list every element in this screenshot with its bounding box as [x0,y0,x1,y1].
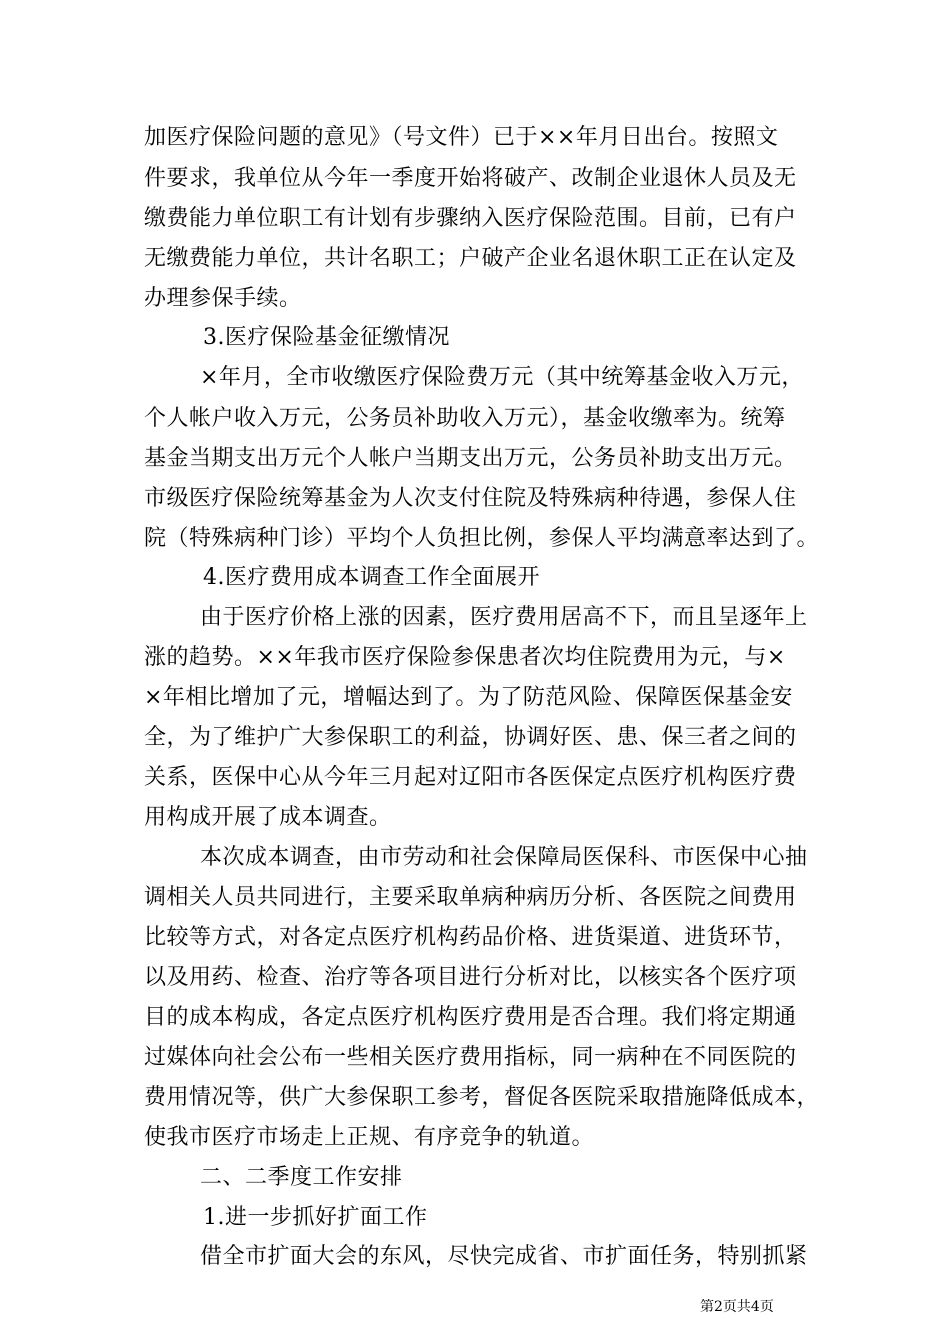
paragraph-line: 过媒体向社会公布一些相关医疗费用指标，同一病种在不同医院的 [144,1045,797,1070]
paragraph-line: 基金当期支出万元个人帐户当期支出万元，公务员补助支出万元。 [144,446,797,471]
section-heading: 4.医疗费用成本调查工作全面展开 [203,565,540,590]
paragraph-line: 比较等方式，对各定点医疗机构药品价格、进货渠道、进货环节， [144,925,797,950]
paragraph-line: 由于医疗价格上涨的因素，医疗费用居高不下，而且呈逐年上 [200,605,808,630]
paragraph-line: 加医疗保险问题的意见》（号文件）已于××年月日出台。按照文 [144,125,779,150]
section-heading: 1.进一步抓好扩面工作 [203,1205,428,1230]
paragraph-line: 个人帐户收入万元，公务员补助收入万元），基金收缴率为。统筹 [144,406,786,431]
section-heading: 3.医疗保险基金征缴情况 [203,325,450,350]
paragraph-line: 费用情况等，供广大参保职工参考，督促各医院采取措施降低成本， [144,1085,820,1110]
paragraph-line: 涨的趋势。××年我市医疗保险参保患者次均住院费用为元，与× [144,645,786,670]
paragraph-line: 用构成开展了成本调查。 [144,805,392,830]
paragraph-line: 院（特殊病种门诊）平均个人负担比例，参保人平均满意率达到了。 [144,526,820,551]
paragraph-line: 关系，医保中心从今年三月起对辽阳市各医保定点医疗机构医疗费 [144,765,797,790]
paragraph-line: ×年月，全市收缴医疗保险费万元（其中统筹基金收入万元， [200,365,804,390]
paragraph-line: 办理参保手续。 [144,286,302,311]
paragraph-line: 以及用药、检查、治疗等各项目进行分析对比，以核实各个医疗项 [144,965,797,990]
section-heading: 二、二季度工作安排 [200,1165,403,1190]
page-number-footer: 第2页共4页 [700,1299,774,1315]
paragraph-line: 无缴费能力单位，共计名职工；户破产企业名退休职工正在认定及 [144,246,797,271]
paragraph-line: 目的成本构成，各定点医疗机构医疗费用是否合理。我们将定期通 [144,1005,797,1030]
paragraph-line: 全，为了维护广大参保职工的利益，协调好医、患、保三者之间的 [144,725,797,750]
paragraph-line: 市级医疗保险统筹基金为人次支付住院及特殊病种待遇，参保人住 [144,486,797,511]
paragraph-line: 调相关人员共同进行，主要采取单病种病历分析、各医院之间费用 [144,885,797,910]
paragraph-line: 使我市医疗市场走上正规、有序竞争的轨道。 [144,1125,595,1150]
paragraph-line: ×年相比增加了元，增幅达到了。为了防范风险、保障医保基金安 [144,685,793,710]
paragraph-line: 缴费能力单位职工有计划有步骤纳入医疗保险范围。目前，已有户 [144,206,797,231]
paragraph-line: 借全市扩面大会的东风，尽快完成省、市扩面任务，特别抓紧 [200,1244,808,1269]
paragraph-line: 件要求，我单位从今年一季度开始将破产、改制企业退休人员及无 [144,166,797,191]
paragraph-line: 本次成本调查，由市劳动和社会保障局医保科、市医保中心抽 [200,845,808,870]
